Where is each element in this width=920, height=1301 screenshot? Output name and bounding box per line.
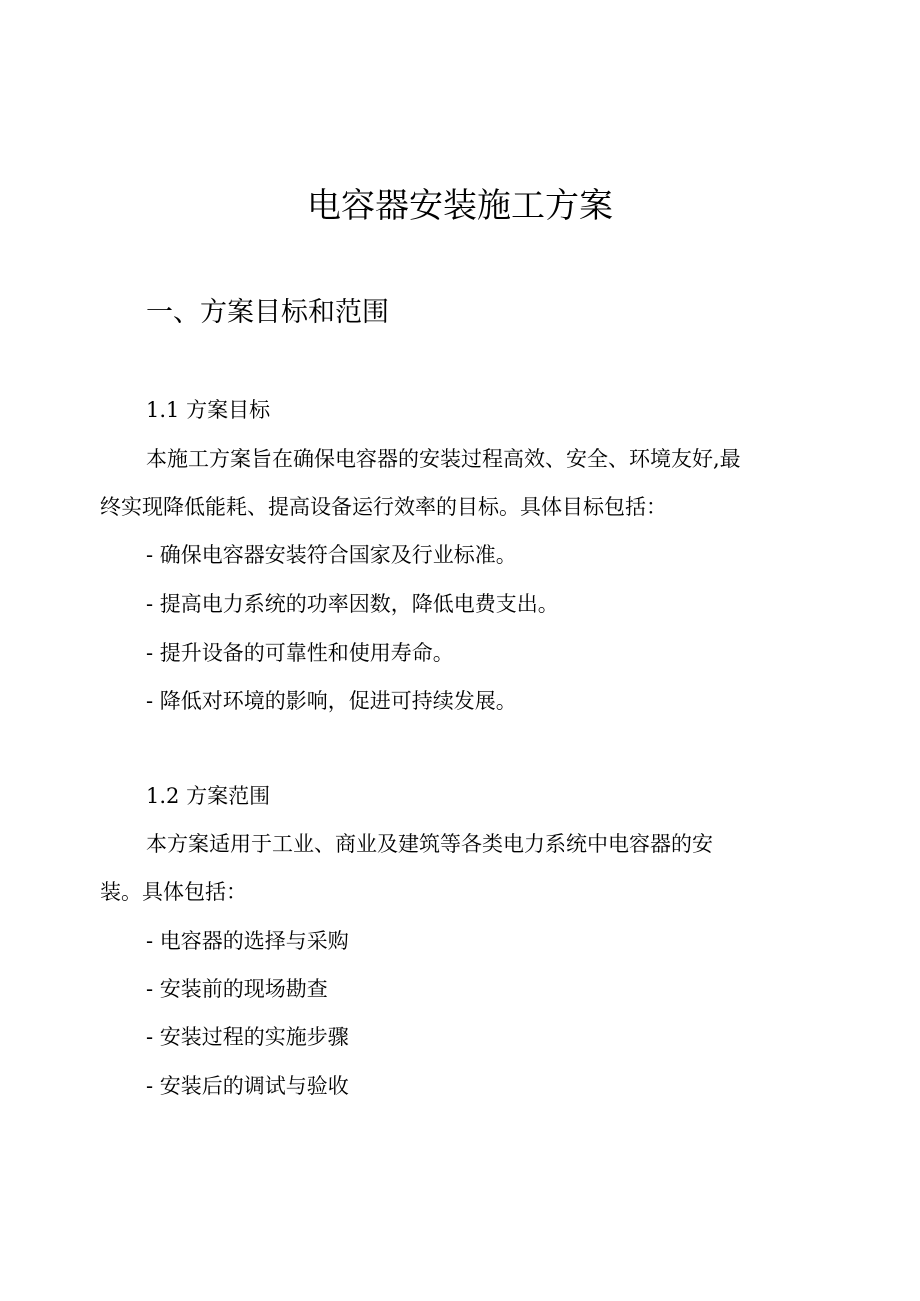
list-item: - 安装前的现场勘查: [146, 977, 328, 1001]
objectives-paragraph-line-1: 本施工方案旨在确保电容器的安装过程高效、安全、环境友好,最: [146, 447, 741, 471]
objectives-paragraph-line-2: 终实现降低能耗、提高设备运行效率的目标。具体目标包括：: [100, 495, 667, 519]
subsection-heading-scope: 1.2 方案范围: [146, 784, 271, 808]
scope-paragraph-line-2: 装。具体包括：: [100, 880, 247, 904]
list-item: - 安装过程的实施步骤: [146, 1025, 349, 1049]
section-heading: 一、方案目标和范围: [146, 297, 389, 328]
list-item: - 降低对环境的影响，促进可持续发展。: [146, 689, 517, 713]
document-title: 电容器安装施工方案: [307, 186, 613, 226]
list-item: - 安装后的调试与验收: [146, 1074, 349, 1098]
list-item: - 提高电力系统的功率因数，降低电费支出。: [146, 592, 559, 616]
list-item: - 电容器的选择与采购: [146, 929, 349, 953]
list-item: - 提升设备的可靠性和使用寿命。: [146, 641, 454, 665]
list-item: - 确保电容器安装符合国家及行业标准。: [146, 543, 517, 567]
scope-paragraph-line-1: 本方案适用于工业、商业及建筑等各类电力系统中电容器的安: [146, 832, 713, 856]
subsection-heading-objectives: 1.1 方案目标: [146, 398, 271, 422]
